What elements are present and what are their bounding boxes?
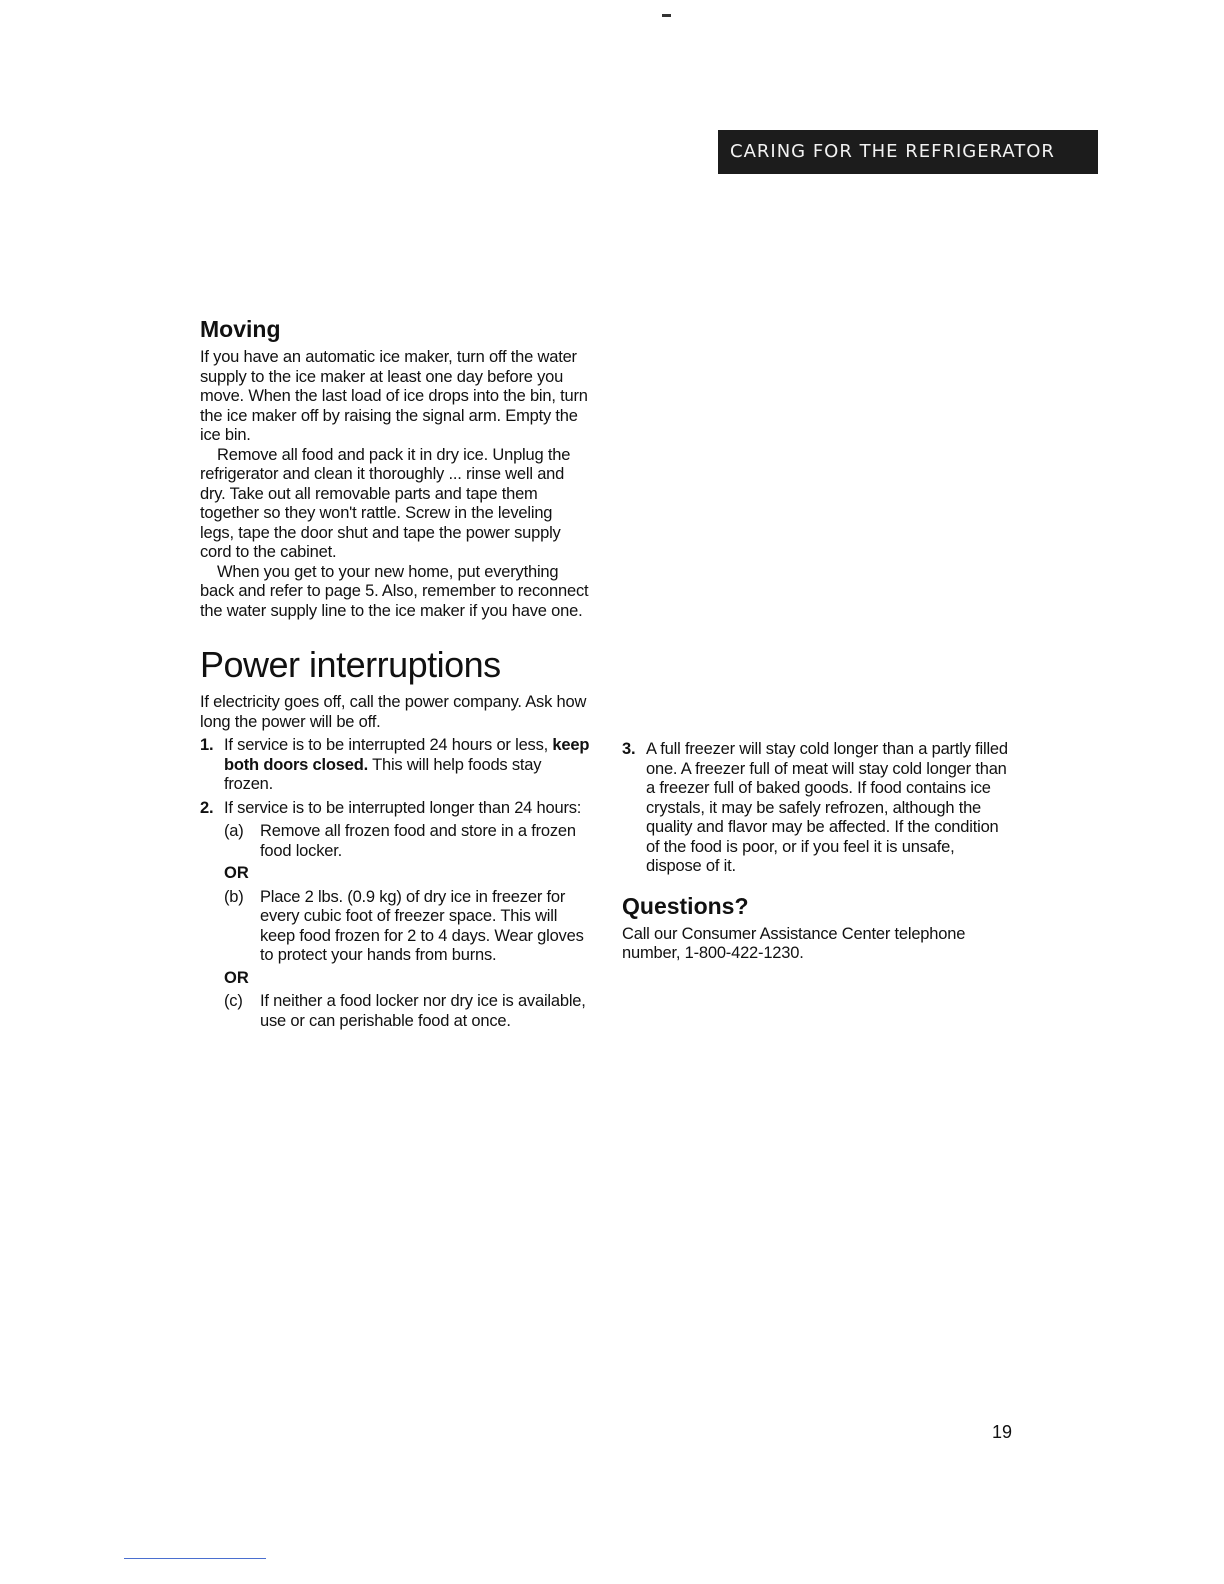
page-number: 19 — [992, 1422, 1013, 1442]
or-separator: OR — [224, 864, 249, 882]
power-intro: If electricity goes off, call the power company. Ask how long the power will be off. — [200, 693, 587, 731]
right-column — [622, 740, 1012, 964]
sub-item-b — [200, 888, 590, 966]
list-item-2 — [200, 799, 590, 819]
questions-heading: Questions? — [622, 892, 749, 919]
sub-item-letter: (c) — [224, 992, 243, 1010]
or-separator: OR — [224, 968, 249, 987]
footer-rule — [124, 1558, 266, 1559]
moving-heading: Moving — [200, 316, 281, 342]
sub-item-c — [200, 992, 590, 1031]
list-number: 1. — [200, 736, 214, 754]
sub-item-text: Remove all frozen food and store in a frozen food locker. — [260, 822, 576, 860]
sub-item-text: If neither a food locker nor dry ice is available, use or can perishable food at once. — [260, 992, 586, 1030]
list-number: 3. — [622, 740, 636, 758]
questions-text: Call our Consumer Assistance Center telephone number, 1-800-422-1230. — [622, 924, 966, 962]
list-text: If service is to be interrupted longer than 24 hours: — [224, 798, 582, 817]
moving-paragraph-2: Remove all food and pack it in dry ice. Unplug the refrigerator and clean it thoroughly ... rinse well and dry. Take out all removable parts and tape them together so they won't rattle. Screw in the leveling legs, tape the door shut and tape the power supply cord to the cabinet. — [200, 445, 571, 561]
list-text: A full freezer will stay cold longer than a partly filled one. A freezer full of meat will stay cold longer than a freezer full of baked goods. If food contains ice crystals, it may be safely refrozen, although the quality and flavor may be affected. If the condition of the food is poor, or if you feel it is unsafe, dispose of it. — [646, 740, 1008, 875]
scan-mark — [662, 14, 671, 17]
sub-item-letter: (a) — [224, 822, 244, 840]
power-interruptions-title: Power interruptions — [200, 644, 501, 685]
list-text: If service is to be interrupted 24 hours or less, — [224, 736, 553, 754]
list-item-1 — [200, 736, 590, 795]
sub-item-a — [200, 822, 590, 861]
moving-paragraph-3: When you get to your new home, put everything back and refer to page 5. Also, remember to reconnect the water supply line to the ice maker if you have one. — [200, 562, 589, 620]
list-number: 2. — [200, 798, 214, 817]
section-header-title: CARING FOR THE REFRIGERATOR — [730, 141, 1055, 162]
sub-item-letter: (b) — [224, 887, 244, 906]
list-item-3 — [622, 740, 1012, 877]
list-text-bold: keep both doors closed. — [224, 736, 590, 774]
left-column — [200, 314, 590, 1031]
moving-paragraph-1: If you have an automatic ice maker, turn off the water supply to the ice maker at least one day before you move. When the last load of ice drops into the bin, turn the ice maker off by raising the signal arm. Empty the ice bin. — [200, 348, 588, 444]
sub-item-text: Place 2 lbs. (0.9 kg) of dry ice in freezer for every cubic foot of freezer space. This will keep food frozen for 2 to 4 days. Wear gloves to protect your hands from burns. — [260, 887, 584, 964]
list-text: This will help foods stay frozen. — [224, 755, 542, 793]
section-header-bar — [718, 130, 1098, 174]
